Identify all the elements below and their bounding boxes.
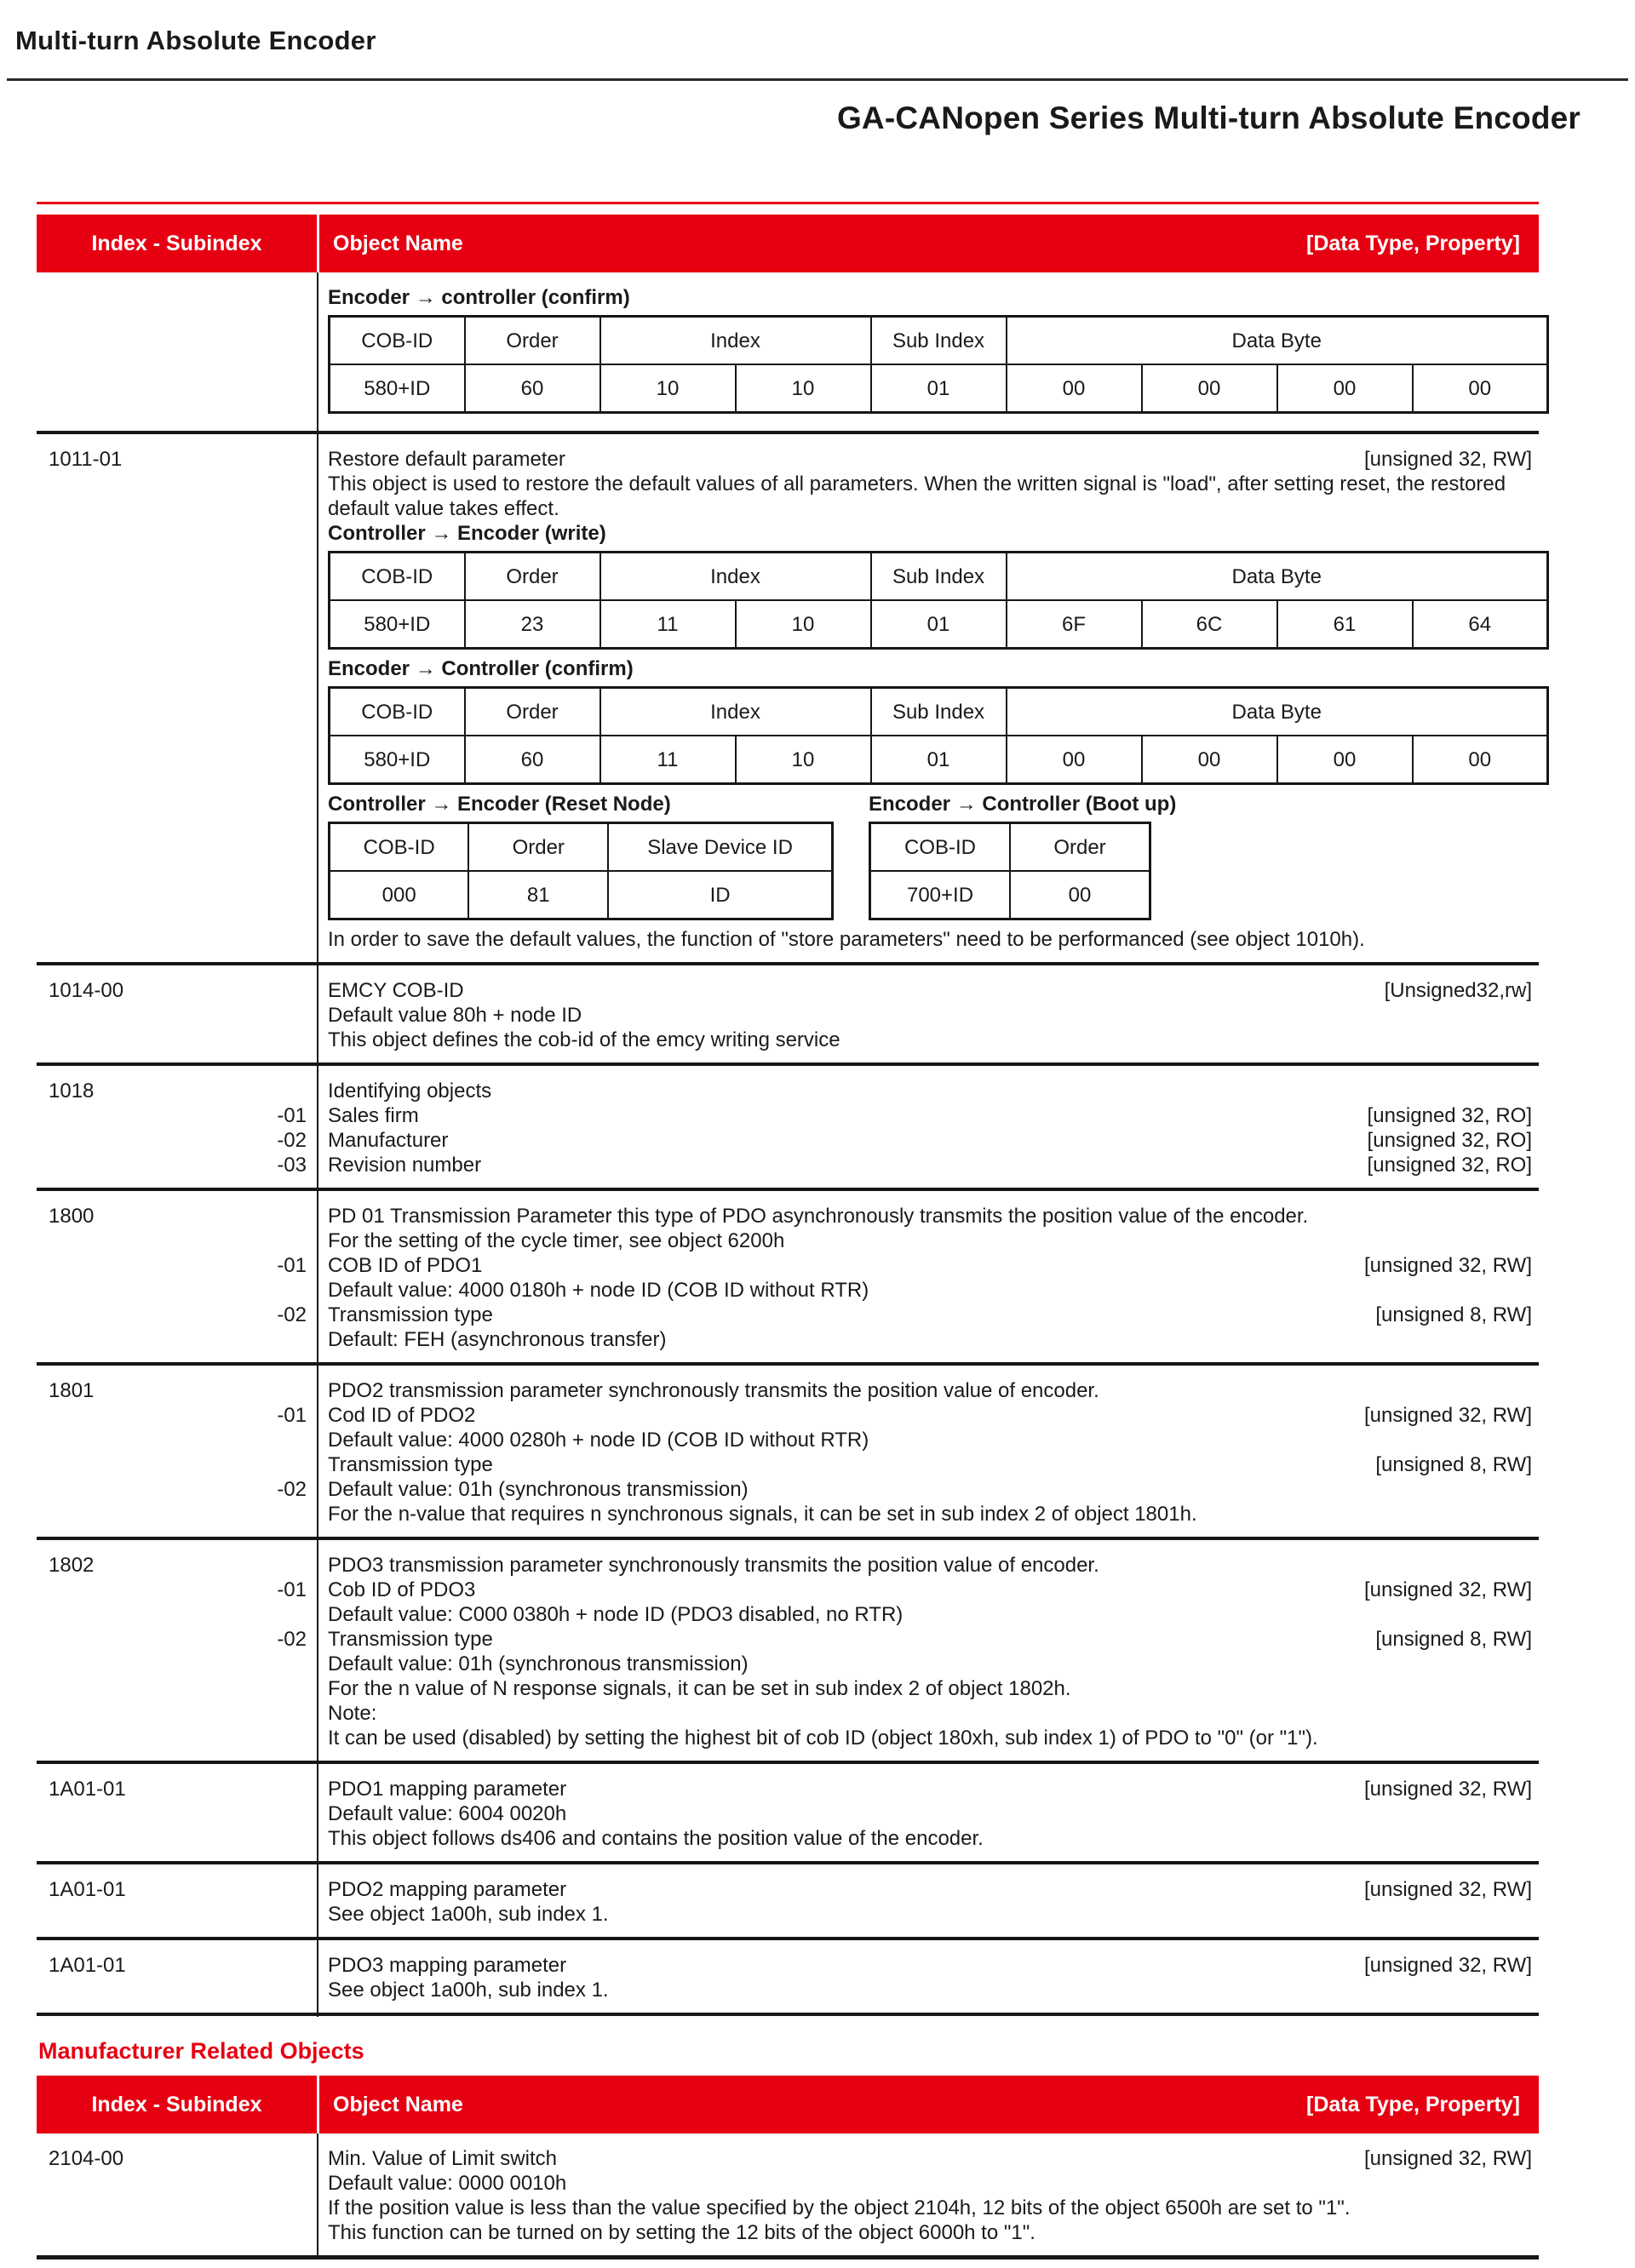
header-col-right [319,232,1539,256]
message-table-pair [328,816,1534,927]
manufacturer-object-table [37,2133,1539,2259]
object-line: Restore default parameter [unsigned 32, RW] [328,448,1532,471]
object-row [37,1366,1539,1540]
sub-index-label: -02 [277,1129,307,1152]
table1-top-rule [37,202,1539,204]
msg-table-value-cell: 64 [1413,600,1548,649]
msg-table-header-cell: Order [465,553,600,601]
header-col-object-name: Object Name [333,231,463,255]
object-line: PD 01 Transmission Parameter this type of PDO asynchronously transmits the position value of the encoder. [328,1205,1309,1228]
column-divider-line [317,2133,318,2259]
object-line: Note: [328,1702,377,1725]
object-line: For the n value of N response signals, it can be set in sub index 2 of object 1802h. [328,1677,1071,1700]
msg-table-value-cell: 580+ID [330,364,465,413]
section2-title: Manufacturer Related Objects [38,2038,364,2064]
column-divider-line [317,1764,318,1865]
header-col-object-name: Object Name [333,2092,463,2116]
data-type-property-tag: [unsigned 32, RW] [1363,2147,1532,2170]
direction-heading-pair [328,792,1534,816]
object-row [37,434,1539,965]
column-divider-line [317,1864,318,1941]
msg-table-value-cell: 000 [330,871,469,919]
msg-table-value-cell: 700+ID [870,871,1011,919]
msg-table-header-cell: COB-ID [330,688,465,736]
object-line: -03 Revision number [unsigned 32, RO] [328,1153,1534,1177]
msg-table-header-cell: Order [465,688,600,736]
msg-table-header-cell: Index [600,553,871,601]
header-col-datatype-property: [Data Type, Property] [1306,231,1520,255]
msg-table-header-cell: Order [468,823,608,872]
object-line: -01 Cob ID of PDO3 [unsigned 32, RW] [328,1578,1534,1602]
object-index: 1018 [49,1080,95,1102]
table1-header-bar [37,215,1539,272]
msg-table-header-cell: Data Byte [1007,553,1548,601]
msg-table-value-cell: 00 [1277,736,1413,784]
msg-table-header-cell: Order [465,317,600,365]
msg-table-value-cell: 00 [1413,364,1548,413]
object-index: 1A01-01 [49,1954,126,1977]
msg-table-header-cell: COB-ID [330,317,465,365]
direction-heading: Controller → Encoder (Reset Node) [328,793,671,816]
object-line: -01 Cod ID of PDO2 [unsigned 32, RW] [328,1403,1534,1428]
msg-table-value-cell: 00 [1142,364,1277,413]
data-type-property-tag: [unsigned 8, RW] [1375,1628,1532,1651]
header-col-index-subindex: Index - Subindex [91,231,262,255]
object-line: Default value 80h + node ID [328,1004,582,1027]
object-row [37,1191,1539,1366]
message-table [869,822,1151,920]
object-row [37,1066,1539,1191]
msg-table-value-cell: 11 [600,736,736,784]
object-index: 1A01-01 [49,1778,126,1801]
object-index: 1801 [49,1379,95,1402]
page-header-title: Multi-turn Absolute Encoder [15,26,376,55]
column-divider-line [317,965,318,1067]
msg-table-header-cell: Data Byte [1007,688,1548,736]
msg-table-header-cell: COB-ID [330,823,469,872]
object-row [37,1764,1539,1864]
msg-table-value-cell: 00 [1142,736,1277,784]
object-line: See object 1a00h, sub index 1. [328,1903,609,1926]
message-table [328,551,1549,650]
object-line: EMCY COB-ID [Unsigned32,rw] [328,979,1532,1002]
msg-table-value-cell: 00 [1010,871,1150,919]
data-type-property-tag: [unsigned 32, RW] [1363,1404,1532,1427]
object-line: -02 Default value: 01h (synchronous transmission) [328,1477,1534,1502]
object-paragraph: This object is used to restore the default values of all parameters. When the written signal is "load", after setting reset, the restored default value takes effect. [328,472,1506,520]
msg-table-value-cell: 6F [1007,600,1142,649]
data-type-property-tag: [unsigned 32, RW] [1363,1254,1532,1277]
msg-table-value-cell: 01 [871,600,1007,649]
object-line: Default value: 4000 0180h + node ID (COB ID without RTR) [328,1279,869,1302]
object-row [37,1864,1539,1940]
sub-index-label: -01 [277,1254,307,1277]
msg-table-value-cell: 10 [736,736,871,784]
msg-table-value-cell: 10 [736,600,871,649]
object-line: PDO2 mapping parameter [unsigned 32, RW] [328,1878,1532,1901]
object-line: This object defines the cob-id of the emcy writing service [328,1028,840,1051]
column-divider-line [317,434,318,966]
table2-header-bar [37,2076,1539,2133]
msg-table-value-cell: 00 [1007,736,1142,784]
object-line: For the n-value that requires n synchronous signals, it can be set in sub index 2 of object 1801h. [328,1503,1197,1526]
sub-index-label: -02 [277,1303,307,1326]
object-row [37,1540,1539,1764]
object-line: In order to save the default values, the function of "store parameters" need to be performanced (see object 1010h). [328,928,1365,951]
msg-table-header-cell: Sub Index [871,553,1007,601]
msg-table-value-cell: 580+ID [330,600,465,649]
object-line: Identifying objects [328,1080,492,1102]
msg-table-value-cell: 60 [465,364,600,413]
msg-table-header-cell: COB-ID [870,823,1011,872]
object-line: See object 1a00h, sub index 1. [328,1979,609,2002]
msg-table-header-cell: Index [600,317,871,365]
object-table [37,272,1539,2016]
sub-index-label: -01 [277,1404,307,1427]
object-index: 1011-01 [49,448,123,471]
data-type-property-tag: [unsigned 32, RO] [1367,1104,1532,1127]
object-index: 1802 [49,1554,95,1577]
object-index: 1A01-01 [49,1878,126,1901]
data-type-property-tag: [unsigned 8, RW] [1375,1453,1532,1476]
object-line: -01 COB ID of PDO1 [unsigned 32, RW] [328,1253,1534,1278]
msg-table-header-cell: Order [1010,823,1150,872]
msg-table-value-cell: 61 [1277,600,1413,649]
column-divider-line [317,1191,318,1366]
object-line: -02 Transmission type [unsigned 8, RW] [328,1627,1534,1652]
object-row [37,272,1539,434]
column-divider-line [317,1366,318,1541]
message-table [328,686,1549,785]
sub-index-label: -01 [277,1104,307,1127]
column-divider-line [317,272,318,435]
object-row [37,965,1539,1066]
column-divider-line [317,1540,318,1765]
data-type-property-tag: [unsigned 32, RW] [1363,448,1532,471]
msg-table-value-cell: 01 [871,736,1007,784]
data-type-property-tag: [unsigned 32, RO] [1367,1154,1532,1177]
msg-table-header-cell: COB-ID [330,553,465,601]
direction-heading: Controller → Encoder (write) [328,522,606,545]
object-line: Transmission type [unsigned 8, RW] [328,1453,1532,1476]
object-line: Default value: 6004 0020h [328,1802,567,1825]
object-index: 1014-00 [49,979,124,1002]
msg-table-value-cell: 11 [600,600,736,649]
object-row [37,2133,1539,2259]
msg-table-value-cell: 580+ID [330,736,465,784]
object-line: It can be used (disabled) by setting the highest bit of cob ID (object 180xh, sub index 1) of PDO to "0" (or "1"). [328,1727,1318,1750]
object-row [37,1940,1539,2016]
object-line: -02 Transmission type [unsigned 8, RW] [328,1303,1534,1327]
direction-heading: Encoder → controller (confirm) [328,286,630,309]
msg-table-value-cell: ID [608,871,832,919]
message-table [328,315,1549,414]
doc-title: GA-CANopen Series Multi-turn Absolute Encoder [836,100,1580,135]
object-line: -02 Manufacturer [unsigned 32, RO] [328,1128,1534,1153]
direction-heading: Encoder → Controller (confirm) [328,657,634,680]
column-divider-line [317,1940,318,2017]
column-divider-line [317,1066,318,1192]
object-line: For the setting of the cycle timer, see object 6200h [328,1229,785,1252]
data-type-property-tag: [unsigned 32, RW] [1363,1578,1532,1601]
object-line: Default value: 01h (synchronous transmission) [328,1652,749,1675]
object-index: 1800 [49,1205,95,1228]
object-line: Min. Value of Limit switch [unsigned 32, RW] [328,2147,1532,2170]
header-col-datatype-property: [Data Type, Property] [1306,2092,1520,2116]
msg-table-header-cell: Sub Index [871,688,1007,736]
msg-table-header-cell: Index [600,688,871,736]
data-type-property-tag: [unsigned 32, RW] [1363,1778,1532,1801]
object-line: PDO3 mapping parameter [unsigned 32, RW] [328,1954,1532,1977]
header-rule [7,78,1628,81]
sub-index-label: -02 [277,1628,307,1651]
msg-table-value-cell: 00 [1007,364,1142,413]
msg-table-value-cell: 01 [871,364,1007,413]
msg-table-value-cell: 81 [468,871,608,919]
object-line: -01 Sales firm [unsigned 32, RO] [328,1103,1534,1128]
object-index: 2104-00 [49,2147,124,2170]
object-line: PDO2 transmission parameter synchronously transmits the position value of encoder. [328,1379,1099,1402]
sub-index-label: -01 [277,1578,307,1601]
msg-table-value-cell: 60 [465,736,600,784]
object-line: Default value: 0000 0010h [328,2172,567,2195]
msg-table-value-cell: 10 [600,364,736,413]
sub-index-label: -02 [277,1478,307,1501]
data-type-property-tag: [unsigned 32, RO] [1367,1129,1532,1152]
sub-index-label: -03 [277,1154,307,1177]
object-line: PDO3 transmission parameter synchronously transmits the position value of encoder. [328,1554,1099,1577]
object-line: Default value: C000 0380h + node ID (PDO3 disabled, no RTR) [328,1603,904,1626]
direction-heading: Encoder → Controller (Boot up) [869,793,1177,816]
data-type-property-tag: [unsigned 8, RW] [1375,1303,1532,1326]
msg-table-value-cell: 00 [1413,736,1548,784]
header-col-right [319,2093,1539,2117]
object-line: PDO1 mapping parameter [unsigned 32, RW] [328,1778,1532,1801]
header-col-index-subindex: Index - Subindex [91,2092,262,2116]
data-type-property-tag: [unsigned 32, RW] [1363,1954,1532,1977]
message-table [328,822,834,920]
msg-table-header-cell: Data Byte [1007,317,1548,365]
msg-table-header-cell: Slave Device ID [608,823,832,872]
data-type-property-tag: [Unsigned32,rw] [1384,979,1532,1002]
object-line: This function can be turned on by setting the 12 bits of the object 6000h to "1". [328,2221,1036,2244]
object-line: Default value: 4000 0280h + node ID (COB ID without RTR) [328,1429,869,1452]
msg-table-value-cell: 6C [1142,600,1277,649]
data-type-property-tag: [unsigned 32, RW] [1363,1878,1532,1901]
msg-table-value-cell: 23 [465,600,600,649]
object-line: This object follows ds406 and contains the position value of the encoder. [328,1827,984,1850]
msg-table-value-cell: 10 [736,364,871,413]
object-line: Default: FEH (asynchronous transfer) [328,1328,667,1351]
msg-table-header-cell: Sub Index [871,317,1007,365]
main-content [37,202,1539,2259]
msg-table-value-cell: 00 [1277,364,1413,413]
object-line: If the position value is less than the value specified by the object 2104h, 12 bits of the object 6500h are set to "1". [328,2196,1351,2219]
